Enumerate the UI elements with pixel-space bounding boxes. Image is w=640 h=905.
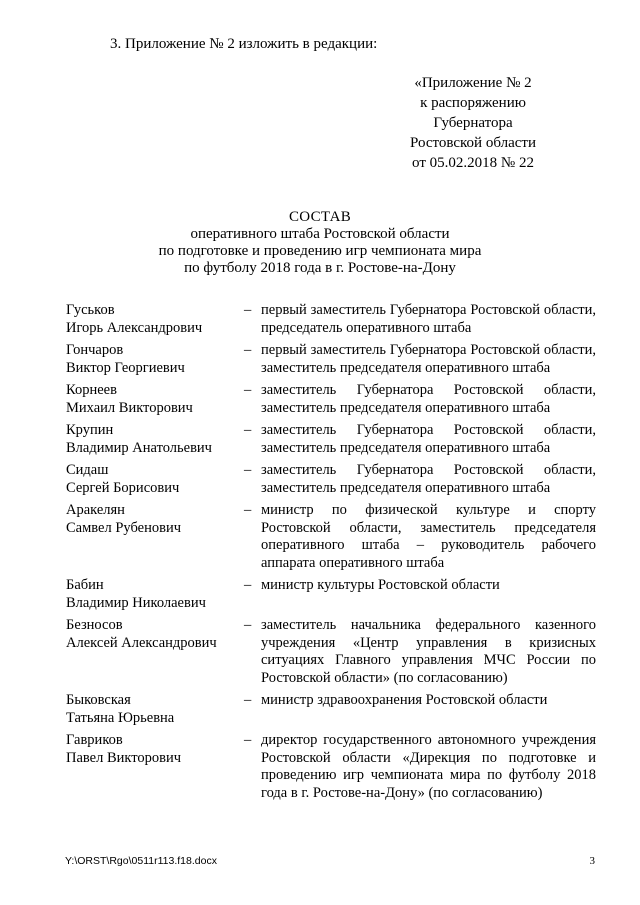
annex-line: от 05.02.2018 № 22 — [412, 155, 534, 171]
member-row — [66, 732, 596, 802]
member-surname: Гавриков — [66, 732, 123, 748]
member-given-name: Владимир Анатольевич — [66, 439, 212, 456]
member-surname: Бабин — [66, 577, 104, 593]
member-given-name: Алексей Александрович — [66, 634, 217, 651]
annex-line: Ростовской области — [410, 135, 536, 151]
member-row — [66, 692, 596, 727]
dash-separator: – — [244, 462, 252, 478]
title-line: оперативного штаба Ростовской области — [190, 226, 450, 242]
member-surname: Корнеев — [66, 382, 117, 398]
member-surname: Аракелян — [66, 502, 125, 518]
member-role: первый заместитель Губернатора Ростовской области, председатель оперативного штаба — [261, 302, 596, 336]
member-role: директор государственного автономного учреждения Ростовской области «Дирекция по подготовке и проведению игр чемпионата мира по футболу 2018 года в г. Ростове-на-Дону» (по согласованию) — [261, 732, 596, 801]
annex-reference — [373, 73, 573, 173]
title-main: СОСТАВ — [288, 209, 352, 225]
member-surname: Крупин — [66, 422, 114, 438]
document-title — [0, 209, 640, 277]
member-name — [66, 382, 244, 417]
member-name — [66, 617, 244, 687]
member-name — [66, 342, 244, 377]
member-role: министр здравоохранения Ростовской области — [261, 692, 548, 708]
member-row — [66, 617, 596, 687]
member-name — [66, 692, 244, 727]
member-row — [66, 422, 596, 457]
member-row — [66, 302, 596, 337]
title-line: по подготовке и проведению игр чемпионата мира — [158, 243, 482, 259]
annex-line: «Приложение № 2 — [414, 75, 532, 91]
title-line: по футболу 2018 года в г. Ростове-на-Дону — [184, 260, 456, 276]
member-name — [66, 577, 244, 612]
member-surname: Гончаров — [66, 342, 124, 358]
dash-separator: – — [244, 732, 252, 748]
dash-separator: – — [244, 342, 252, 358]
member-row — [66, 382, 596, 417]
member-role: заместитель Губернатора Ростовской области, заместитель председателя оперативного штаба — [261, 462, 596, 496]
member-row — [66, 502, 596, 572]
member-role: заместитель начальника федерального казенного учреждения «Центр управления в кризисных ситуациях Главного управления МЧС России по Ростовской области» (по согласованию) — [261, 617, 596, 686]
member-given-name: Татьяна Юрьевна — [66, 709, 175, 726]
member-role: заместитель Губернатора Ростовской области, заместитель председателя оперативного штаба — [261, 422, 596, 456]
member-name — [66, 462, 244, 497]
member-surname: Гуськов — [66, 302, 115, 318]
member-given-name: Владимир Николаевич — [66, 594, 206, 611]
annex-line: Губернатора — [433, 115, 513, 131]
member-role: министр культуры Ростовской области — [261, 577, 500, 593]
dash-separator: – — [244, 692, 252, 708]
member-row — [66, 577, 596, 612]
dash-separator: – — [244, 577, 252, 593]
member-list — [66, 302, 596, 807]
member-name — [66, 422, 244, 457]
dash-separator: – — [244, 422, 252, 438]
member-role: министр по физической культуре и спорту Ростовской области, заместитель председателя оперативного штаба – руководитель рабочего аппарата оперативного штаба — [261, 502, 596, 571]
member-surname: Безносов — [66, 617, 123, 633]
dash-separator: – — [244, 382, 252, 398]
member-given-name: Виктор Георгиевич — [66, 359, 185, 376]
member-role: первый заместитель Губернатора Ростовской области, заместитель председателя оперативного штаба — [261, 342, 596, 376]
member-surname: Сидаш — [66, 462, 109, 478]
member-name — [66, 732, 244, 802]
member-name — [66, 502, 244, 572]
member-role: заместитель Губернатора Ростовской области, заместитель председателя оперативного штаба — [261, 382, 596, 416]
annex-line: к распоряжению — [420, 95, 526, 111]
member-row — [66, 462, 596, 497]
member-given-name: Игорь Александрович — [66, 319, 203, 336]
dash-separator: – — [244, 302, 252, 318]
member-given-name: Самвел Рубенович — [66, 519, 181, 536]
dash-separator: – — [244, 502, 252, 518]
member-given-name: Михаил Викторович — [66, 399, 193, 416]
member-surname: Быковская — [66, 692, 131, 708]
dash-separator: – — [244, 617, 252, 633]
member-given-name: Сергей Борисович — [66, 479, 180, 496]
intro-paragraph: 3. Приложение № 2 изложить в редакции: — [110, 36, 378, 52]
footer-file-path: Y:\ORST\Rgo\0511r113.f18.docx — [65, 855, 217, 867]
member-row — [66, 342, 596, 377]
member-name — [66, 302, 244, 337]
member-given-name: Павел Викторович — [66, 749, 182, 766]
page-number: 3 — [589, 855, 595, 867]
